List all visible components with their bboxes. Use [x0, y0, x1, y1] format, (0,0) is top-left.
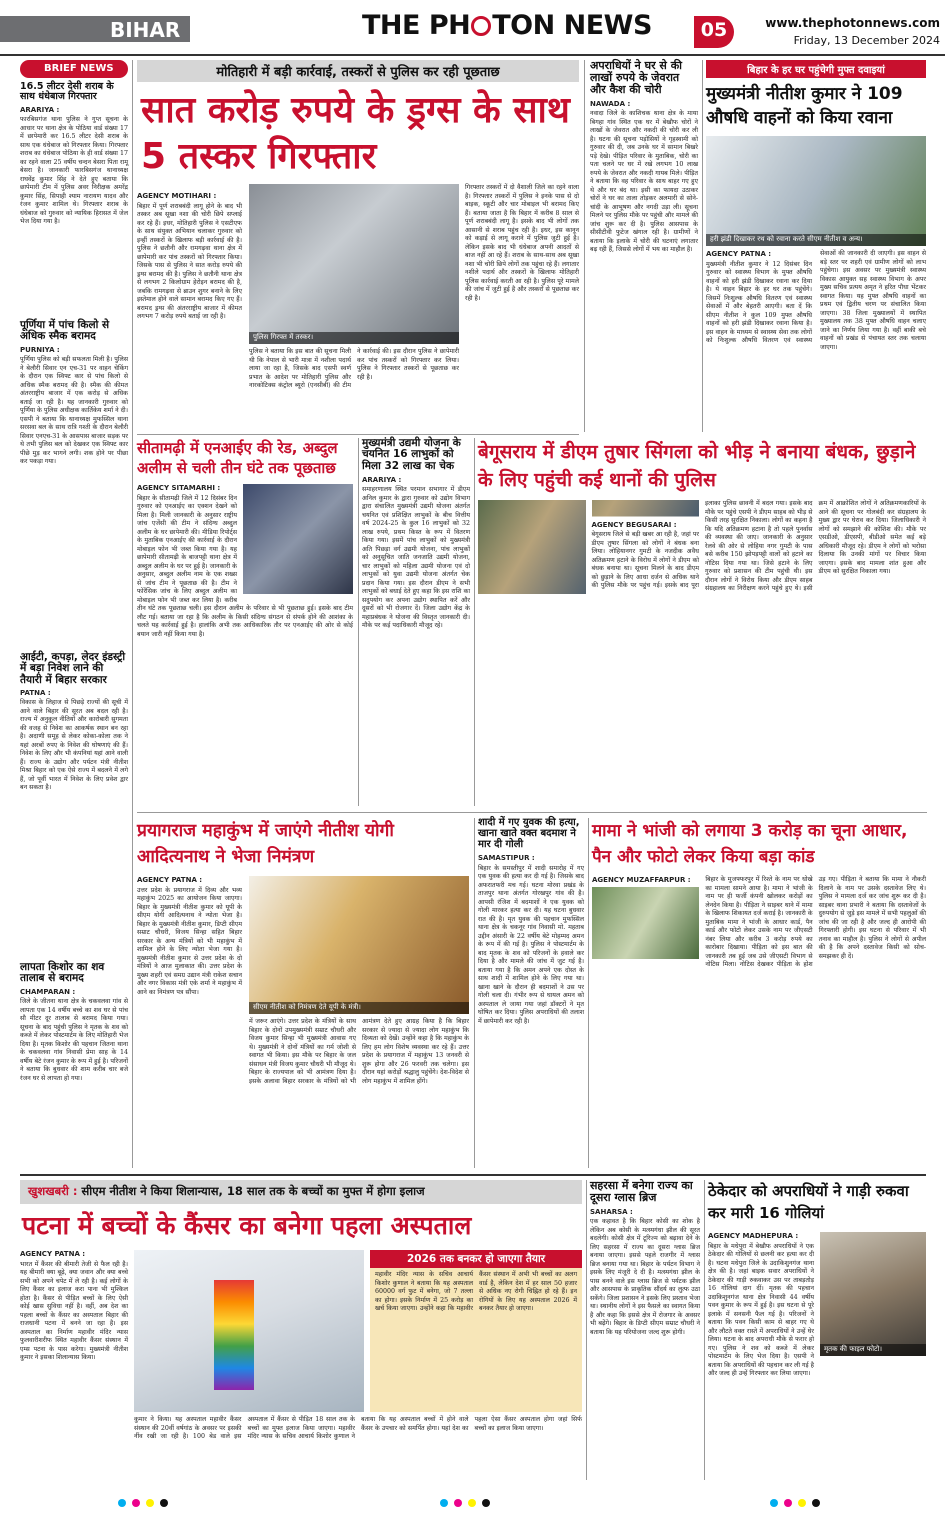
section-tab [0, 16, 190, 42]
cm-kicker: बिहार के हर घर पहुंचेगी मुफ्त दवाइयां [706, 60, 926, 78]
masthead: THE PH TON NEWS [362, 10, 652, 41]
udyami-headline: मुख्यमंत्री उद्यमी योजना के चयनित 16 लाभुकों को मिला 32 लाख का चेक [362, 437, 461, 472]
row-divider [20, 1174, 926, 1176]
cancer-story [20, 1180, 582, 1480]
lead-photo [249, 184, 459, 344]
column-divider [704, 1180, 705, 1480]
lead-kicker: मोतिहारी में बड़ी कार्रवाई, तस्करों से पुलिस कर रही पूछताछ [137, 60, 579, 82]
muzaffarpur-body: AGENCY MUZAFFARPUR : बिहार के मुजफ्फरपुर में रिश्ते के नाम पर धोखे का मामला सामने आया है। मामा ने भांजी के नाम पर ही फर्जी कंपनी खोलकर करोड़ों का लेनदेन किया है। पीड़िता ने साइबर थाने में मामा के खिलाफ शिकायत दर्ज कराई है। जानकारी के मुताबिक मामा ने भांजी के आधार कार्ड, पैन कार्ड और फोटो लेकर उसके नाम पर जीएसटी नंबर लिया और करीब 3 करोड़ रुपये का कारोबार दिखाया। पीड़िता को इस बात की जानकारी तब हुई जब उसे जीएसटी विभाग से नोटिस मिला। नोटिस देखकर पीड़िता के होश उड़ गए। पीड़िता ने बताया कि मामा ने नौकरी दिलाने के नाम पर उसके दस्तावेज लिए थे। पुलिस ने मामला दर्ज कर जांच शुरू कर दी है। साइबर थाना प्रभारी ने बताया कि दस्तावेजों के दुरुपयोग से जुड़े इस मामले में सभी पहलुओं की जांच की जा रही है और जल्द ही आरोपी की गिरफ्तारी होगी। इस घटना से परिवार में भी तनाव का माहौल है। पुलिस ने लोगों से अपील की है कि अपने दस्तावेज किसी को सोच-समझकर ही दें। [592, 876, 926, 968]
brief-title: लापता किशोर का शव तालाब से बरामद [20, 961, 105, 985]
brief-body: PURNIYA : पूर्णिया पुलिस को बड़ी सफलता मिली है। पुलिस ने बेलौरी सिवार एन एच-31 पर वाहन चेकिंग के दौरान एक स्विफ्ट कार से पांच किलो से अधिक स्मैक बरामद की है। स्मैक की कीमत अंतरराष्ट्रीय बाजार में एक करोड़ से अधिक बताई जा रही है। यह जानकारी गुरुवार को पूर्णिया के पुलिस अधीक्षक कार्तिकेय शर्मा ने दी। एसपी ने बताया कि थानाध्यक्ष मुफस्सिल थाना सरसवा बल के साथ रात्रि गश्ती के दौरान बेलौरी सिवार एनएच-31 के आसपास बाजार सड़क पर थे तभी पुलिस बल को देखकर एक स्विफ्ट कार पीछे मुड़ कर भागने लगी। शक होने पर पीछा कर पकड़ा गया। [20, 345, 128, 466]
brief-column [20, 60, 128, 1168]
kumbh-body-col1: AGENCY PATNA : उत्तर प्रदेश के प्रयागराज में दिव्य और भव्य महाकुंभ 2025 का आयोजन किया जाएगा। बिहार के मुख्यमंत्री नीतीश कुमार को यूपी के सीएम योगी आदित्यनाथ ने न्योता भेजा है। बिहार के मुख्यमंत्री नीतीश कुमार, डिप्टी सीएम सम्राट चौधरी, विजय सिन्हा सहित बिहार सरकार के अन्य मंत्रियों को भी महाकुंभ में शामिल होने के लिए न्योता भेजा गया है। मुख्यमंत्री नीतीश कुमार से उत्तर प्रदेश के दो मंत्रियों ने आज मुलाकात की। उत्तर प्रदेश के मुख्य शहरी एवं समग्र उद्यान मंत्री राकेश सचान और नगर विकास मंत्री एके शर्मा ने महाकुंभ में आने का निमंत्रण पत्र सौंपा। [137, 876, 242, 996]
muzaffarpur-headline: मामा ने भांजी को लगाया 3 करोड़ का चूना आधार, पैन और फोटो लेकर किया बड़ा कांड [592, 821, 908, 867]
madhepura-headline: ठेकेदार को अपराधियों ने गाड़ी रुकवा कर मारी 16 गोलियां [708, 1182, 909, 1222]
brief-item [20, 652, 128, 958]
print-mark-magenta [784, 1499, 792, 1507]
page-number: 05 [694, 16, 734, 48]
nawada-body: NAWADA : नवादा जिले के काशिचक थाना क्षेत्र के माया बिगहा गांव स्थित एक घर में बेखौफ चोरों ने लाखों के जेवरात और नकदी की चोरी कर ली है। घटना की सूचना पड़ोसियों ने गृहस्वामी को गुरुवार की दी, जब उनके घर में सामान बिखरे पड़े देखे। पीड़ित परिवार के मुताबिक, चोरी का पता चलने पर घर में रखे लगभग 10 लाख रुपये के जेवरात और नकदी गायब मिले। पीड़ित ने बताया कि वह परिवार के साथ बाहर गए हुए थे और घर बंद था। इसी का फायदा उठाकर चोरों ने घर का ताला तोड़कर अलमारी से सोने-चांदी के आभूषण और नगदी उड़ा ली। सूचना मिलने पर पुलिस मौके पर पहुंची और मामले की जांच शुरू कर दी है। पुलिस आसपास के सीसीटीवी फुटेज खंगाल रही है। ग्रामीणों ने बताया कि इलाके में चोरी की घटनाएं लगातार बढ़ रही हैं, जिससे लोगों में भय का माहौल है। [590, 99, 698, 254]
issue-date: Friday, 13 December 2024 [793, 34, 940, 47]
column-divider [586, 1180, 587, 1480]
print-mark-cyan [770, 1499, 778, 1507]
brief-item [20, 320, 128, 648]
udyami-story [362, 438, 470, 806]
nawada-story [590, 60, 698, 432]
column-divider [702, 60, 703, 432]
row-divider [137, 812, 927, 813]
column-divider [584, 60, 585, 432]
print-mark-black [482, 1499, 490, 1507]
glass-bridge-story [590, 1180, 700, 1480]
udyami-body: ARARIYA : समाहरणालय स्थित परमान सभागार में डीएम अनिल कुमार के द्वारा गुरुवार को उद्योग विभाग द्वारा संचालित मुख्यमंत्री उद्यमी योजना अंतर्गत चयनित एवं प्रशिक्षित लाभुकों के बीच वित्तीय वर्ष 2024-25 के कुल 16 लाभुकों को 32 लाख रुपये, प्रथम किस्त के रूप में वितरण किया गया। इसमें पांच लाभुकों को मुख्यमंत्री अति पिछड़ा वर्ग उद्यमी योजना, पांच लाभुकों को अनुसूचित जाति जनजाति उद्यमी योजना, चार लाभुकों को महिला उद्यमी योजना एवं दो लाभुकों को युवा उद्यमी योजना अंतर्गत चेक प्रदान किया गया। इस दौरान डीएम ने सभी लाभुकों को बधाई देते हुए कहा कि इस राशि का सदुपयोग कर अपना उद्योग स्थापित करें और दूसरों को भी रोजगार दें। जिला उद्योग केंद्र के महाप्रबंधक ने योजना की विस्तृत जानकारी दी। मौके पर कई पदाधिकारी मौजूद रहे। [362, 475, 470, 630]
samastipur-headline: शादी में गए युवक की हत्या, खाना खाते वक्त बदमाश ने मार दी गोली [478, 817, 580, 850]
photo-caption: पुलिस गिरफ्त में तस्कर। [249, 332, 459, 344]
photo-caption: सीएम नीतीश को निमंत्रण देते यूपी के मंत्री। [249, 1002, 469, 1014]
kumbh-headline: प्रयागराज महाकुंभ में जाएंगे नीतीश योगी आदित्यनाथ ने भेजा निमंत्रण [137, 821, 394, 867]
print-mark-black [160, 1499, 168, 1507]
photo-caption: मृतक की फाइल फोटो। [820, 1344, 926, 1356]
brief-item [20, 82, 128, 316]
brief-badge: BRIEF NEWS [20, 60, 128, 78]
lead-story [137, 60, 579, 430]
muzaffarpur-story [592, 818, 926, 1168]
begusarai-body: AGENCY BEGUSARAI : बेगूसराय जिले से बड़ी खबर आ रही है, जहां पर डीएम तुषार सिंगला को लोगों ने बंधक बना लिया। लोहियानगर गुमटी के नजदीक अवैध अतिक्रमण हटाने के विरोध में लोगों ने डीएम को बंधक बनाया था। सूचना मिलने के बाद डीएम को छुड़ाने के लिए आधा दर्जन से अधिक थाने की पुलिस मौके पर पहुंच गई। इसके बाद पूरा इलाका पुलिस छावनी में बदल गया। इसके बाद मौके पर पहुंचे एसपी ने डीएम साहब को भीड़ से किसी तरह सुरक्षित निकाला। लोगों का कहना है कि यदि अतिक्रमण हटाना है तो पहले पुनर्वास की व्यवस्था की जाए। जानकारी के अनुसार रेलवे की ओर से लोहिया नगर गुमटी के पास बसे करीब 150 झोपड़पट्टी वालों को हटाने का नोटिस दिया गया था। जिसे हटाने के लिए गुरुवार को प्रशासन की टीम पहुंची थी। इस दौरान लोगों ने विरोध किया और डीएम साहब संग्रहालय का निरीक्षण करने पहुंचे हुए थे। इसी क्रम में आक्रोशित लोगों ने अतिक्रमणकारियों के आने की सूचना पर गोलबंदी कर संग्रहालय के मुख्य द्वार पर घेराव कर दिया। जिलाधिकारी ने लोगों को समझाने की कोशिश की। मौके पर एसडीओ, डीएसपी, बीडीओ समेत कई बड़े अधिकारी मौजूद रहे। डीएम ने लोगों को भरोसा दिलाया कि उनकी मांगों पर विचार किया जाएगा। इसके बाद मामला शांत हुआ और डीएम को सुरक्षित निकाला गया। [478, 500, 926, 806]
brief-body: CHAMPARAN : जिले के जीतना थाना क्षेत्र के चकवलवा गांव से लापता एक 14 वर्षीय बच्चे का शव घर से पांच सौ मीटर दूर तालाब से बरामद किया गया। सूचना के बाद पहुंची पुलिस ने मृतक के शव को कब्जे में लेकर पोस्टमार्टम के लिए मोतिहारी भेज दिया है। मृतक किशोर की पहचान जितना थाना के चकवलवा गांव निवासी प्रेमा साह के 14 वर्षीय बेटे रंजन कुमार के रूप में हुई है। परिजनों ने बताया कि बुधवार की शाम करीब चार बजे रंजन घर से लापता हो गया। [20, 987, 128, 1082]
print-mark-yellow [146, 1499, 154, 1507]
cancer-box-body: महावीर मंदिर न्यास के सचिव आचार्य किशोर कुणाल ने बताया कि यह अस्पताल 60000 वर्ग फुट में बनेगा, जो 7 तल्ला का होगा। इसके निर्माण में 25 करोड़ का खर्च किया जाएगा। उन्होंने कहा कि महावीर कैंसर संस्थान में अभी भी बच्चों का अलग वार्ड है, लेकिन देश में हर साल 50 हजार से अधिक नए रोगी चिह्नित हो रहे हैं। इन रोगियों के लिए यह अस्पताल 2026 में बनकर तैयार हो जाएगा। [375, 1271, 577, 1312]
nawada-headline: अपराधियों ने घर से की लाखों रुपये के जेवरात और कैश की चोरी [590, 59, 682, 96]
begusarai-story [478, 438, 926, 806]
photo-caption: हरी झंडी दिखाकर रथ को रवाना करते सीएम नीतीश व अन्य। [706, 234, 926, 246]
cm-photo [706, 136, 926, 246]
brief-title: 16.5 लीटर देसी शराब के साथ धंधेबाज गिरफ्तार [20, 81, 114, 103]
kumbh-story [137, 818, 469, 1168]
lead-headline: सात करोड़ रुपये के ड्रग्स के साथ 5 तस्कर गिरफ्तार [141, 90, 570, 177]
section-label: BIHAR [110, 18, 181, 42]
print-marks [0, 1496, 945, 1510]
lead-body-col3: गिरफ्तार तस्करों में दो वैशाली जिले का रहने वाला है। गिरफ्तार तस्करों में पुलिस ने इनके पास से दो बाइक, स्कूटी और चार मोबाइल भी बरामद किए हैं। बताया जाता है कि बिहार में करीब 8 साल से पूर्ण शराबबंदी लागू है। इसके बाद भी लोगों तक आसानी से शराब पहुंच रही है। इधर, इस कानून को कड़ाई से लागू कराने में पुलिस जुटी हुई है। लेकिन इसके बाद भी धंधेबाज अपनी आदतों से बाज नहीं आ रहे हैं। शराब के साथ-साथ अब सूखा नशा भी चोरी छिपे लोगों तक पहुंचा रहे हैं। लगातार नशीले पदार्थ और तस्करों के खिलाफ मोतिहारी पुलिस कार्रवाई करती आ रही है। पुलिस पूरे मामले की जांच में जुटी हुई है और तस्करों से पूछताछ कर रही है। [465, 184, 579, 302]
nia-body: AGENCY SITAMARHI : बिहार के सीतामढ़ी जिले में 12 दिसंबर दिन गुरुवार को एनआईए का एक्शन देखने को मिला है। मिली जानकारी के अनुसार राष्ट्रीय जांच एजेंसी की टीम ने संदिग्ध अब्दुल अलीम के घर छापेमारी की। मीडिया रिपोर्ट्स के मुताबिक एनआईए की कार्रवाई के दौरान मोबाइल फोन भी जब्त किया गया है। यह छापेमारी सीतामढ़ी के बाजपट्टी थाना क्षेत्र में अब्दुल अलीम के घर पर हुई है। जानकारी के अनुसार, अब्दुल अलीम नाम के एक शख्स से जांच टीम ने पूछताछ की है। टीम ने फोरेंसिक जांच के लिए अब्दुल अलीम का मोबाइल फोन भी जब्त कर लिया है। करीब तीन घंटे तक पूछताछ चली। इस दौरान अलीम के परिवार से भी पूछताछ हुई। इसके बाद टीम लौट गई। बताया जा रहा है कि अलीम के किसी संदिग्ध संगठन से संपर्क होने की आशंका के चलते यह कार्रवाई हुई है। हालांकि अभी तक आधिकारिक तौर पर एनआईए की ओर से कोई बयान जारी नहीं किया गया है। [137, 484, 353, 638]
cm-body: AGENCY PATNA : मुख्यमंत्री नीतीश कुमार ने 12 दिसंबर दिन गुरुवार को स्वास्थ्य विभाग के मुफ्त औषधि वाहनों को हरी झंडी दिखाकर रवाना कर दिया है। ये वाहन बिहार के हर घर तक पहुंचेंगे। जिसमें निःशुल्क औषधि वितरण एवं स्वास्थ्य सेवाओं में और बेहतरी आएगी। बता दें कि सीएम नीतीश ने कुल 109 मुफ्त औषधि वाहनों को हरी झंडी दिखाकर रवाना किया है। इस वाहन के माध्यम से स्वास्थ्य सेवा तक लोगों को निःशुल्क औषधि वितरण एवं स्वास्थ्य सेवाओं की जानकारी दी जाएगी। इस वाहन से बड़े स्तर पर शहरी एवं ग्रामीण लोगों को लाभ पहुंचेगा। इस अवसर पर मुख्यमंत्री स्वास्थ्य विकास आयुक्त सह स्वास्थ्य विभाग के अपर मुख्य सचिव प्रत्यय अमृत ने हरित पौधा भेंटकर स्वागत किया। यह मुफ्त औषधि वाहनों का प्रथम एवं द्वितीय चरण पर संचालित किया जाएगा। 38 जिला मुख्यालयों में स्थापित मुख्यालय तक 38 मुफ्त औषधि वाहन चलाए जाने का निर्णय लिया गया है। वहीं बाकी बचे वाहनों को प्रखंड से पंचायत स्तर तक चलाया जाएगा। [706, 250, 926, 351]
row-divider [137, 434, 579, 435]
cancer-box-title: 2026 तक बनकर हो जाएगा तैयार [370, 1250, 582, 1268]
column-divider [474, 818, 475, 1168]
column-divider [588, 818, 589, 1168]
madhepura-story [708, 1180, 926, 1480]
kumbh-photo [249, 876, 469, 1014]
nia-photo [243, 484, 353, 594]
cancer-photo [134, 1250, 364, 1412]
header-divider [0, 54, 945, 56]
print-mark-magenta [454, 1499, 462, 1507]
begusarai-headline: बेगूसराय में डीएम तुषार सिंगला को भीड़ ने बनाया बंधक, छुड़ाने के लिए पहुंची कई थानों की पुलिस [478, 441, 916, 491]
website: www.thephotonnews.com [765, 16, 940, 30]
lead-body-col1: AGENCY MOTIHARI : बिहार में पूर्ण शराबबंदी लागू होने के बाद भी तस्कर अब सूखा नशा की चोरी छिपे सप्लाई कर रहे हैं। इधर, मोतिहारी पुलिस ने एसटीएफ के साथ संयुक्त अभियान चलाकर गुरुवार को इन्हीं तस्करों के खिलाफ बड़ी कार्रवाई की है। पुलिस ने छतौनी और रामगढ़वा थाना क्षेत्र में छापेमारी कर पांच तस्करों को गिरफ्तार किया। जिसके पास से पुलिस ने सात करोड़ रुपये की ड्रग्स बरामद की है। पुलिस ने छतौनी थाना क्षेत्र से लगभग 2 किलोग्राम हेरोइन बरामद की है, जबकि रामगढ़वा से ब्राउन शुगर बनाने के लिए इस्तेमाल होने वाले सामान बरामद किए गए हैं। बरामद ड्रग्स की अंतरराष्ट्रीय बाजार में कीमत लगभग 7 करोड़ रुपये बताई जा रही है। [137, 192, 242, 320]
logo-icon [471, 16, 491, 36]
column-divider [132, 60, 133, 1168]
column-divider [358, 438, 359, 806]
muzaffarpur-photo [592, 887, 699, 959]
print-mark-yellow [798, 1499, 806, 1507]
samastipur-story [478, 818, 584, 1168]
nia-story [137, 438, 353, 806]
brief-item [20, 962, 128, 1168]
cm-vehicles-story [706, 60, 926, 432]
print-mark-black [812, 1499, 820, 1507]
samastipur-body: SAMASTIPUR : बिहार के समस्तीपुर में शादी समारोह में गए एक युवक की हत्या कर दी गई है। जिसके बाद अफरातफरी मच गई। घटना मोरवा प्रखंड के ताजपुर थाना अंतर्गत गोरखपुर गांव की है। आपसी रंजिश में बदमाशों ने एक युवक को गोली मारकर हत्या कर दी। यह घटना बुधवार रात की है। मृत युवक की पहचान मुफस्सिल थाना क्षेत्र के चकनूर गांव निवासी मो. महताब उद्दीन अंसारी के 22 वर्षीय बेटे मोहम्मद अमन के रूप में की गई है। पुलिस ने पोस्टमार्टम के बाद मृतक के शव को परिजनों के हवाले कर दिया है और मामले की जांच में जुट गई है। बताया गया है कि अमन अपने एक दोस्त के साथ शादी में शामिल होने के लिए गया था। खाना खाने के दौरान ही बदमाशों ने उस पर गोली चला दी। गंभीर रूप से घायल अमन को अस्पताल ले जाया गया जहां डॉक्टरों ने मृत घोषित कर दिया। पुलिस अपराधियों की तलाश में छापेमारी कर रही है। [478, 854, 584, 1025]
lead-body-col2: पुलिस ने बताया कि इस बात की सूचना मिली थी कि नेपाल से भारी मात्रा में नशीला पदार्थ लाया जा रहा है, जिसके बाद एसपी स्वर्ण प्रभात के आदेश पर मोतिहारी पुलिस और नारकोटिक्स कंट्रोल ब्यूरो (एनसीबी) की टीम ने कार्रवाई की। इस दौरान पुलिस ने छापेमारी कर पांच तस्करों को गिरफ्तार कर लिया। पुलिस ने गिरफ्तार तस्करों से पूछताछ कर रही है। [249, 348, 459, 389]
brief-title: पूर्णिया में पांच किलो से अधिक स्मैक बरामद [20, 319, 110, 343]
header [0, 0, 945, 58]
kumbh-body-col2: में जरूर आएंगे। उत्तर प्रदेश के मंत्रियों के साथ बिहार के दोनों उपमुख्यमंत्री सम्राट चौधरी और विजय कुमार सिन्हा भी मुख्यमंत्री आवास गए थे। मुख्यमंत्री ने दोनों मंत्रियों का गर्म जोशी से स्वागत भी किया। इस मौके पर बिहार के जल संसाधन मंत्री विजय कुमार चौधरी भी मौजूद थे। बिहार के राज्यपाल को भी आमंत्रण दिया है। इसके अलावा बिहार सरकार के मंत्रियों को भी आमंत्रण देते हुए आग्रह किया है कि बिहार सरकार से ज्यादा से ज्यादा लोग महाकुंभ कि दिव्यता को देखें। उन्होंने कहा है कि महाकुंभ के लिए हम लोग विशेष व्यवस्था कर रहे हैं। उत्तर प्रदेश के प्रयागराज में महाकुंभ 13 जनवरी से शुरू होगा और 26 फरवरी तक चलेगा। इस दौरान यहां करोड़ों श्रद्धालु पहुंचेंगे। देश-विदेश से लोग महाकुंभ में शामिल होंगे। [249, 1018, 469, 1085]
glass-bridge-body: SAHARSA : एक कहावत है कि बिहार कोसी का शोक है लेकिन अब कोसी के मत्स्यगंधा झील की सूरत बदलेगी। कोसी क्षेत्र में टूरिज्म को बढ़ावा देने के लिए सहरसा में राज्य का दूसरा ग्लास ब्रिज बनाया जाएगा। इससे पहले राजगीर में ग्लास ब्रिज बनाया गया था। बिहार के पर्यटन विभाग ने इसके लिए मंजूरी दे दी है। मत्स्यगंधा झील के पास बनने वाले इस ग्लास ब्रिज से पर्यटक झील और आसपास के प्राकृतिक सौंदर्य का लुत्फ उठा सकेंगे। जिला प्रशासन ने इसके लिए प्रस्ताव भेजा था। स्थानीय लोगों ने इस फैसले का स्वागत किया है और कहा कि इससे क्षेत्र में रोजगार के अवसर भी बढ़ेंगे। बिहार के डिप्टी सीएम सम्राट चौधरी ने बताया कि यह परियोजना जल्द शुरू होगी। [590, 1207, 700, 1336]
cancer-headline: पटना में बच्चों के कैंसर का बनेगा पहला अस्पताल [22, 1211, 472, 1240]
hospital-rainbow [214, 1280, 254, 1390]
column-divider [474, 438, 475, 806]
print-mark-cyan [440, 1499, 448, 1507]
print-mark-cyan [118, 1499, 126, 1507]
brief-title: आईटी, कपड़ा, लेदर इंडस्ट्री में बड़ा निवेश लाने की तैयारी में बिहार सरकार [20, 651, 126, 686]
nia-headline: सीतामढ़ी में एनआईए की रेड, अब्दुल अलीम से चली तीन घंटे तक पूछताछ [137, 439, 338, 477]
brief-body: ARARIYA : फारबिसगंज थाना पुलिस ने गुप्त सूचना के आधार पर थाना क्षेत्र के पोठिया वार्ड संख्या 17 में छापेमारी कर 16.5 लीटर देसी शराब के साथ एक धंधेबाज को गिरफ्तार किया। गिरफ्तार शराब का धंधेबाज पोठिया के ही वार्ड संख्या 17 का रहने वाला 25 वर्षीय चन्दन बेसरा पिता रामू बेसरा है। जानकारी फारबिसगंज थानाध्यक्ष राघवेंद्र कुमार सिंह ने देते हुए बताया कि छापेमारी टीम में पुलिस अवर निरीक्षक अमरेंद्र कुमार सिंह, सिपाही श्याम नारायण यादव और रंजन कुमार शामिल थे। गिरफ्तार शराब के धंधेबाज को गुरुवार को न्यायिक हिरासत में जेल भेज दिया गया है। [20, 105, 128, 225]
cancer-kicker: खुशखबरी : सीएम नीतीश ने किया शिलान्यास, 18 साल तक के बच्चों का मुफ्त में होगा इलाज [20, 1180, 582, 1204]
glass-bridge-headline: सहरसा में बनेगा राज्य का दूसरा ग्लास ब्रिज [590, 1179, 693, 1204]
cancer-body-col1: AGENCY PATNA : भारत में कैंसर की बीमारी तेजी से फैल रही है। यह बीमारी क्या बूढ़े, क्या जवान और क्या बच्चे सभी को अपने चपेट में ले रही है। कई लोगों के लिए कैंसर का इलाज करा पाना भी मुश्किल होता है। कैंसर से पीड़ित बच्चों के लिए ऐसी कोई खास सुविधा नहीं है। वहीं, अब देश का पहला बच्चों के कैंसर का अस्पताल बिहार की राजधानी पटना में बनने जा रहा है। इस अस्पताल का निर्माण महावीर मंदिर न्यास फुलवारीशरीफ स्थित महावीर कैंसर संस्थान में एम्स पटना के पास करेगा। मुख्यमंत्री नीतीश कुमार ने इसका शिलान्यास किया। [20, 1250, 128, 1361]
madhepura-photo [820, 1232, 926, 1356]
brief-body: PATNA : विकास के लिहाज से पिछड़े राज्यों की सूची में आने वाले बिहार की सूरत अब बदल रही है। राज्य में अनुकूल नीतियों और कारोबारी सुगमता की वजह से निवेश का आकर्षक स्थान बन रहा है। अदाणी समूह से लेकर कोका-कोला तक ने यहां अरबों रुपए के निवेश की घोषणाएं की हैं। निवेश के लिए और भी कंपनियां यहां आने वाली हैं। राज्य के उद्योग और पर्यटन मंत्री नीतीश मिश्रा बिहार को एक ऐसे राज्य में बदलने में लगे हैं, जो पूर्वी भारत में निवेश के लिए प्रवेश द्वार बन सकता है। [20, 688, 128, 792]
print-mark-yellow [468, 1499, 476, 1507]
cm-headline: मुख्यमंत्री नीतीश कुमार ने 109 औषधि वाहनों को किया रवाना [706, 84, 903, 128]
cancer-box [370, 1250, 582, 1412]
print-mark-magenta [132, 1499, 140, 1507]
madhepura-body: AGENCY MADHEPURA : बिहार के मधेपुरा में बेखौफ अपराधियों ने एक ठेकेदार की गोलियों से छलनी कर हत्या कर दी है। घटना मधेपुरा जिले के उदाकिशुनगंज थाना क्षेत्र की है। जहां बाइक सवार अपराधियों ने ठेकेदार की गाड़ी रुकवाकर उस पर ताबड़तोड़ 16 गोलियां दाग दीं। मृतक की पहचान उदाकिशुनगंज थाना क्षेत्र निवासी 44 वर्षीय पवन कुमार के रूप में हुई है। इस घटना से पूरे इलाके में सनसनी फैल गई है। परिजनों ने बताया कि पवन किसी काम से बाहर गए थे और लौटते वक्त रास्ते में अपराधियों ने उन्हें घेर लिया। घटना के बाद अपराधी मौके से फरार हो गए। पुलिस ने शव को कब्जे में लेकर पोस्टमार्टम के लिए भेज दिया है। एसपी ने बताया कि अपराधियों की पहचान कर ली गई है और जल्द ही उन्हें गिरफ्तार कर लिया जाएगा। [708, 1232, 814, 1377]
cancer-body-col2: कुमार ने किया। यह अस्पताल महावीर कैंसर संस्थान की 20वीं वर्षगांठ के अवसर पर इसकी नींव रखी जा रही है। 100 बेड वाले इस अस्पताल में कैंसर से पीड़ित 18 साल तक के बच्चों का मुफ्त इलाज किया जाएगा। महावीर मंदिर न्यास के सचिव आचार्य किशोर कुणाल ने बताया कि यह अस्पताल बच्चों में होने वाले कैंसर के उपचार को समर्पित होगा। यहां देश का पहला ऐसा कैंसर अस्पताल होगा जहां सिर्फ बच्चों का इलाज किया जाएगा। [134, 1416, 582, 1440]
